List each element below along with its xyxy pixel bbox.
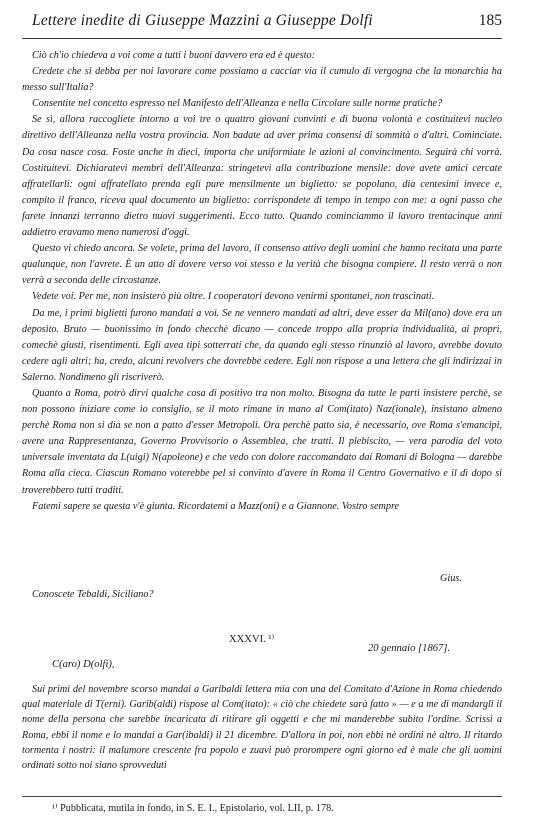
paragraph: Se sì, allora raccogliete intorno a voi tre o quattro giovani convinti e di buona volontà e costituitevi nucleo direttivo dell'Alleanza nella vostra provincia. Non badate ad aver prima consensi di sommità o d'altri. Cominciate. Da cosa nasce cosa. Foste anche in dieci, importa che uniformiate le azioni al convincimento. Seguirà chi vorrà. Costituitevi. Dichiaratevi membri dell'Alleanza: stringetevi alla contribuzione mensile: dove avete amici cercate affratellarli: ogni affratellato prenda egli pure mensilmente un biglietto: se popolano, dia centesimi invece e, compito il franco, riceva qual documento un biglietto: corrispondete di tempo in tempo con me: a ogni passo che farete innanzi terranno dietro nuovi suggerimenti. Ecco tutto. Quando cominciammo il lavoro trentacinque anni addietro eravamo meno numerosi d'oggi.: [22, 114, 502, 239]
paragraph: Questo vi chiedo ancora. Se volete, prima del lavoro, il consenso attivo degli uomini che hanno recitata una parte qualunque, non l'avrete. È un atto di dovere verso voi stesso e la verità che bisogna compiere. Il resto verrà o non verrà a seconda delle circostanze.: [22, 243, 502, 287]
letter-number: XXXVI. ¹⁾: [229, 634, 275, 645]
running-header: [22, 12, 502, 38]
signature: Gius.: [440, 573, 462, 584]
paragraph: Quanto a Roma, potrò dirvi qualche cosa di positivo tra non molto. Bisogna da tutte le parti insistere perchè, se non possono iniziare come io consiglio, se il moto rimane in mano al Com(itato) Naz(ionale), insistano almeno perchè Roma non si dia se non a patto d'esser Metropoli. Ora perchè patto sia, è necessario, ove Roma s'emancipi, avere una Rappresentanza, Governo Provvisorio o Assemblea, che tratti. Il plebiscito, — vera parodia del voto universale inventata da L(uigi) N(apoleone) e che vedo con dolore raccomandato dai Romani di Bologna — darebbe Roma alla cieca. Ciascun Romano voterebbe pel sì convinto d'avere in Roma il Centro Governativo e il dì dopo si troverebbero tutti traditi.: [22, 387, 502, 496]
running-title: Lettere inedite di Giuseppe Mazzini a Giuseppe Dolfi: [32, 12, 373, 29]
paragraph: Consentite nel concetto espresso nel Manifesto dell'Alleanza e nella Circolare sulle norme pratiche?: [32, 98, 443, 110]
paragraph: Sui primi del novembre scorso mandai a Garibaldi lettera mia con una del Comitato d'Azione in Roma chiedendo qual materiale di T(erni). Garib(aldi) rispose al Com(itato): « ciò che chiedete sarà fatto » — e a me di mandargli il nome della persona che sarebbe incaricata di ritirare gli oggetti e che mi manderebbe subito l'ordine. Scrissi a Roma, ebbi il nome e lo mandai a Gar(ibaldi) il 21 dicembre. D'allora in poi, non ebbi nè ordini nè altro. Il ritardo tormenta i nostri: il malumore crescente fra popolo e zuavi può prorompere ogni giorno ed è male che gli uomini ordinati sotto noi siano sprovveduti: [22, 684, 502, 772]
letter-date: 20 gennaio [1867].: [368, 643, 451, 654]
salutation: C(aro) D(olfi),: [52, 659, 115, 670]
paragraph: Ciò ch'io chiedeva a voi come a tutti i buoni davvero era ed è questo:: [32, 50, 316, 61]
letter-text: [22, 48, 502, 515]
paragraph: Credete che si debba per noi lavorare come possiamo a cacciar via il cumulo di vergogna che la monarchia ha messo sull'Italia?: [22, 66, 502, 94]
paragraph: Fatemi sapere se questa v'è giunta. Ricordatemi a Mazz(oni) e a Giannone. Vostro sempre: [32, 500, 400, 512]
footnote: ¹⁾ Pubblicata, mutila in fondo, in S. E. I., Epistolario, vol. LII, p. 178.: [52, 803, 334, 814]
letter-body: [22, 682, 502, 773]
page-number: 185: [478, 12, 502, 29]
paragraph: Da me, i primi biglietti furono mandati a voi. Se ne vennero mandati ad altri, deve esser da Mil(ano) dove era un deposito. Bruto — buonissimo in fondo checchè dicano — concede troppo alla propria individualità, ai propri, comechè giusti, risentimenti. Egli avea tipi sotterrati che, da quando egli stesso rinunziò al lavoro, avrebbe dovuto cedere agli altri; ha, credo, alcuni revolvers che dovrebbe cedere. Egli non rispose a una lettera che gli indirizzai in Salerno. Nondimeno gli riscriverò.: [22, 307, 502, 383]
paragraph: Vedete voi. Per me, non insisterò più oltre. I cooperatori devono venirmi spontanei, non trascinati.: [32, 291, 435, 303]
postscript: Conoscete Tebaldi, Siciliano?: [32, 589, 154, 600]
footnote-rule: [22, 796, 502, 797]
header-rule: [22, 38, 502, 39]
